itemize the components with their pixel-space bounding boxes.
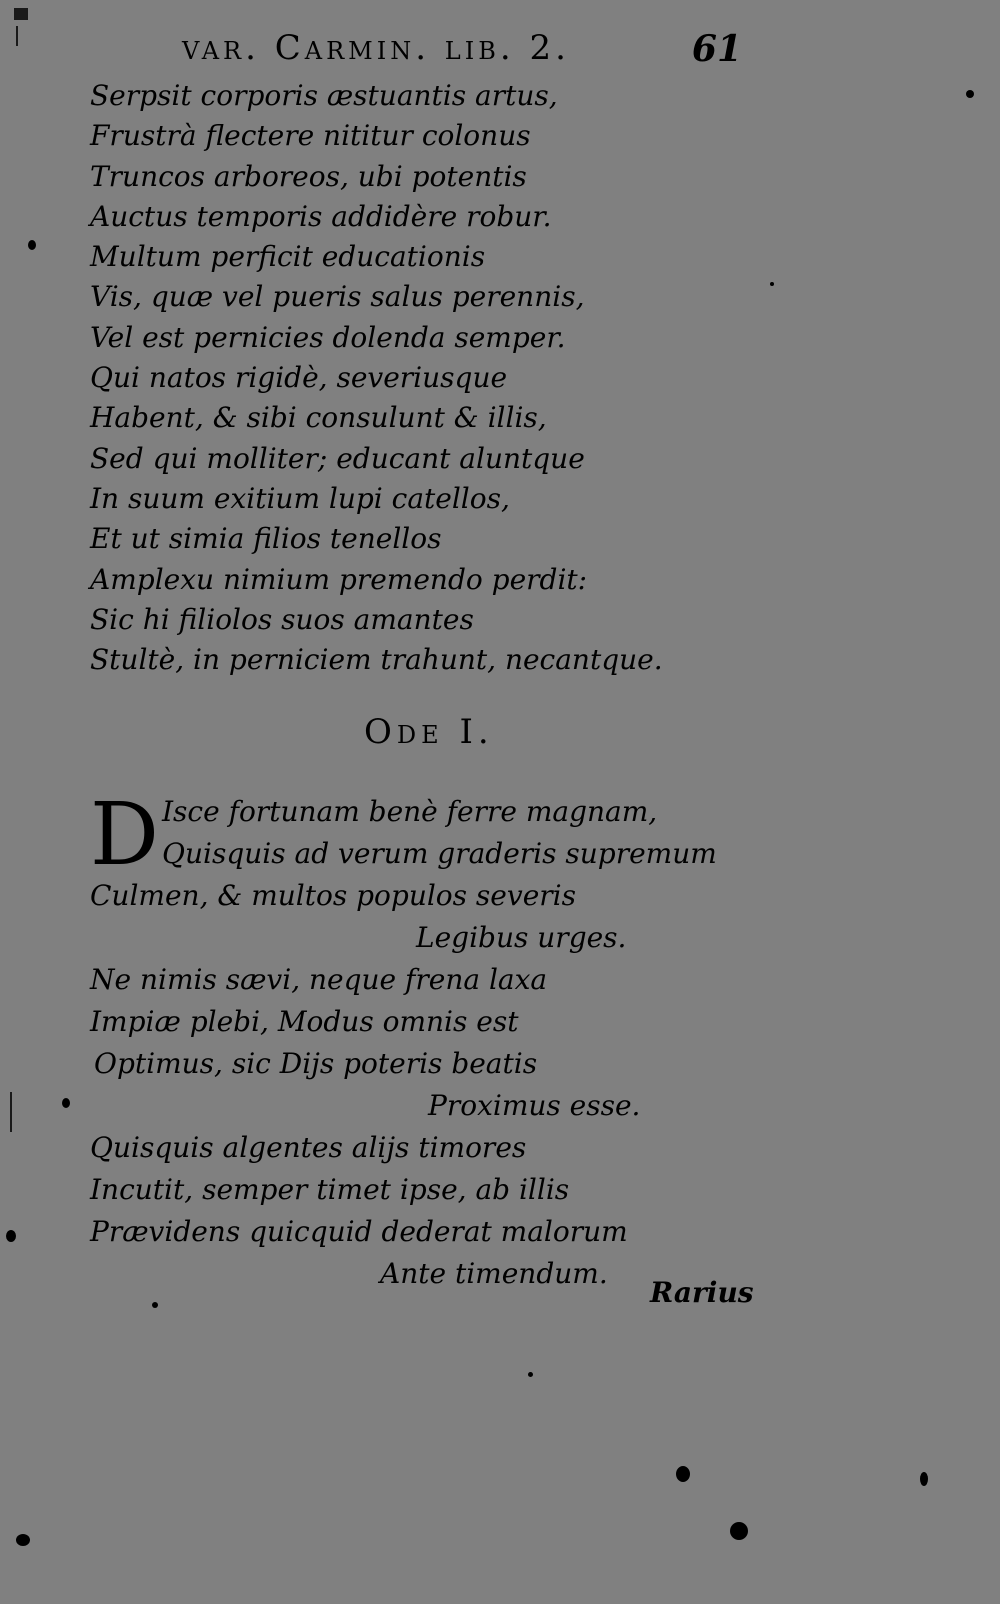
ink-blot <box>14 8 28 20</box>
ink-speck <box>28 240 36 250</box>
verse-line: Sic hi filiolos suos amantes <box>90 602 474 636</box>
ode-line-adonic: Proximus esse. <box>428 1089 641 1122</box>
ink-speck <box>920 1472 928 1486</box>
verse-line: Auctus temporis addidère robur. <box>90 199 552 233</box>
verse-block <box>90 76 710 680</box>
verse-line: Qui natos rigidè, severiusque <box>90 361 508 395</box>
ode-line-adonic: Ante timendum. <box>380 1257 608 1290</box>
ink-speck <box>6 1230 16 1242</box>
ode-line: Quisquis algentes alijs timores <box>90 1131 527 1164</box>
ode-line: Isce fortunam benè ferre magnam, <box>162 795 658 828</box>
verse-line: Multum perficit educationis <box>90 240 486 274</box>
running-title: var. Carmin. lib. 2. <box>182 28 570 68</box>
drop-cap: D <box>90 785 159 885</box>
catchword: Rarius <box>650 1276 754 1309</box>
ode-heading: Ode I. <box>364 712 494 752</box>
scan-scratch <box>16 26 18 46</box>
verse-line: Vis, quæ vel pueris salus perennis, <box>90 280 585 314</box>
ode-line: Culmen, & multos populos severis <box>90 879 576 912</box>
ink-speck <box>16 1534 30 1546</box>
verse-line: Sed qui molliter; educant aluntque <box>90 441 585 475</box>
verse-line: Habent, & sibi consulunt & illis, <box>90 401 547 435</box>
ode-line-adonic: Legibus urges. <box>416 921 627 954</box>
ink-speck <box>528 1372 533 1377</box>
verse-line: Vel est pernicies dolenda semper. <box>90 320 566 354</box>
ode-line: Optimus, sic Dijs poteris beatis <box>94 1047 538 1080</box>
ink-speck <box>676 1466 690 1482</box>
ode-line: Impiæ plebi, Modus omnis est <box>90 1005 519 1038</box>
verse-line: Stultè, in perniciem trahunt, necantque. <box>90 643 663 677</box>
verse-line: Serpsit corporis æstuantis artus, <box>90 79 558 112</box>
ode-line: Quisquis ad verum graderis supremum <box>162 837 717 870</box>
verse-line: Et ut simia filios tenellos <box>90 522 442 556</box>
ode-line: Ne nimis sævi, neque frena laxa <box>90 963 548 996</box>
ink-speck <box>152 1302 158 1308</box>
scan-scratch <box>10 1092 12 1132</box>
ink-speck <box>770 282 774 286</box>
verse-line: Truncos arboreos, ubi potentis <box>90 159 527 193</box>
page-number: 61 <box>691 28 742 70</box>
ode-line: Incutit, semper timet ipse, ab illis <box>90 1173 570 1206</box>
ink-speck <box>730 1522 748 1540</box>
ode-line: Prævidens quicquid dederat malorum <box>90 1215 628 1248</box>
ink-speck <box>966 90 974 98</box>
ink-speck <box>62 1098 70 1108</box>
verse-line: In suum exitium lupi catellos, <box>90 481 510 515</box>
verse-line: Frustrà flectere nititur colonus <box>90 119 531 153</box>
verse-line: Amplexu nimium premendo perdit: <box>90 562 588 596</box>
running-head <box>182 28 742 78</box>
